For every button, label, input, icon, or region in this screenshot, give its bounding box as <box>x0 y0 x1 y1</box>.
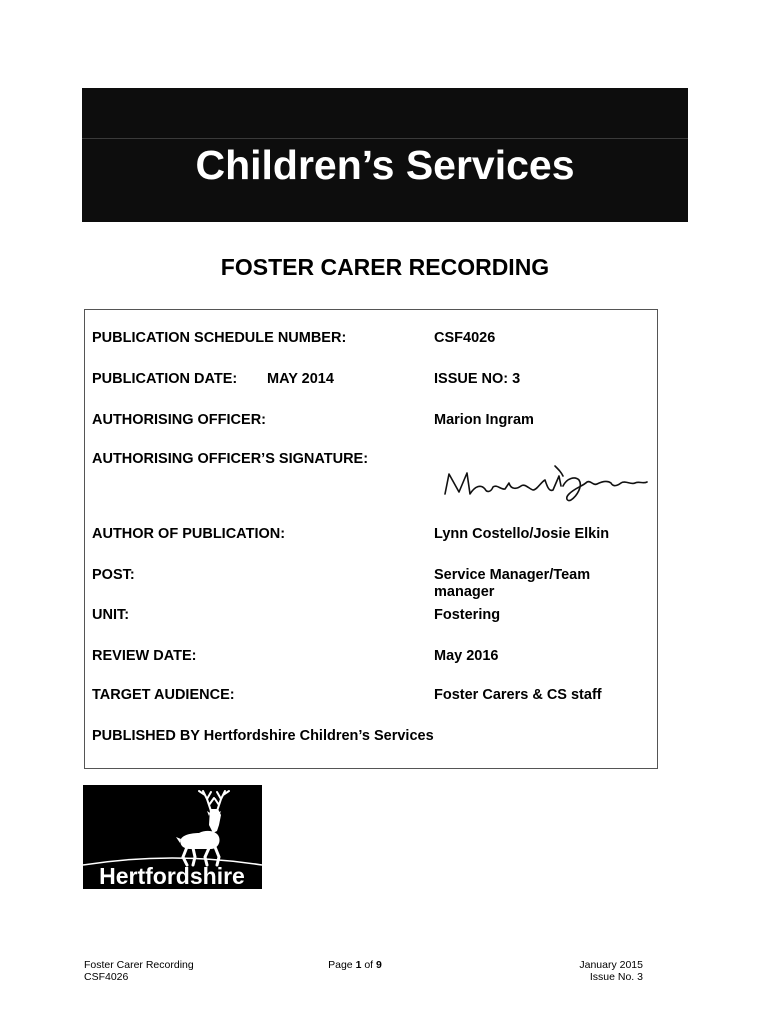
header-banner <box>82 88 688 222</box>
document-title: FOSTER CARER RECORDING <box>220 254 550 280</box>
audience-label: TARGET AUDIENCE: <box>92 687 235 703</box>
footer-doc-code: CSF4026 <box>84 971 129 983</box>
date-label: PUBLICATION DATE: <box>92 371 238 387</box>
review-label: REVIEW DATE: <box>92 648 197 664</box>
post-label: POST: <box>92 567 135 583</box>
page-total: 9 <box>376 959 382 971</box>
author-label: AUTHOR OF PUBLICATION: <box>92 526 286 542</box>
unit-label: UNIT: <box>92 607 130 623</box>
banner-title: Children’s Services <box>195 142 575 188</box>
handwritten-signature <box>437 456 657 506</box>
date-value: MAY 2014 <box>267 371 334 387</box>
officer-value: Marion Ingram <box>434 412 534 428</box>
author-value: Lynn Costello/Josie Elkin <box>434 526 610 542</box>
schedule-value: CSF4026 <box>434 330 496 346</box>
footer-doc-title: Foster Carer Recording <box>84 959 194 971</box>
footer-issue: Issue No. 3 <box>589 971 643 983</box>
page-mid: of <box>361 959 377 971</box>
issue-value: ISSUE NO: 3 <box>434 371 521 387</box>
footer-right <box>579 959 643 983</box>
audience-value: Foster Carers & CS staff <box>434 687 602 703</box>
publication-info-box <box>84 309 658 769</box>
schedule-label: PUBLICATION SCHEDULE NUMBER: <box>92 330 347 346</box>
page-prefix: Page <box>328 959 356 971</box>
page-current: 1 <box>355 959 362 971</box>
signature-label: AUTHORISING OFFICER’S SIGNATURE: <box>92 451 369 467</box>
footer-date: January 2015 <box>579 959 643 971</box>
unit-value: Fostering <box>434 607 501 623</box>
review-value: May 2016 <box>434 648 499 664</box>
officer-label: AUTHORISING OFFICER: <box>92 412 266 428</box>
hertfordshire-logo <box>83 785 262 889</box>
logo-wordmark: Hertfordshire <box>99 863 245 889</box>
published-by-text: PUBLISHED BY Hertfordshire Children’s Services <box>92 728 434 744</box>
post-value: Service Manager/Team manager <box>434 567 591 600</box>
banner-divider <box>82 138 688 139</box>
